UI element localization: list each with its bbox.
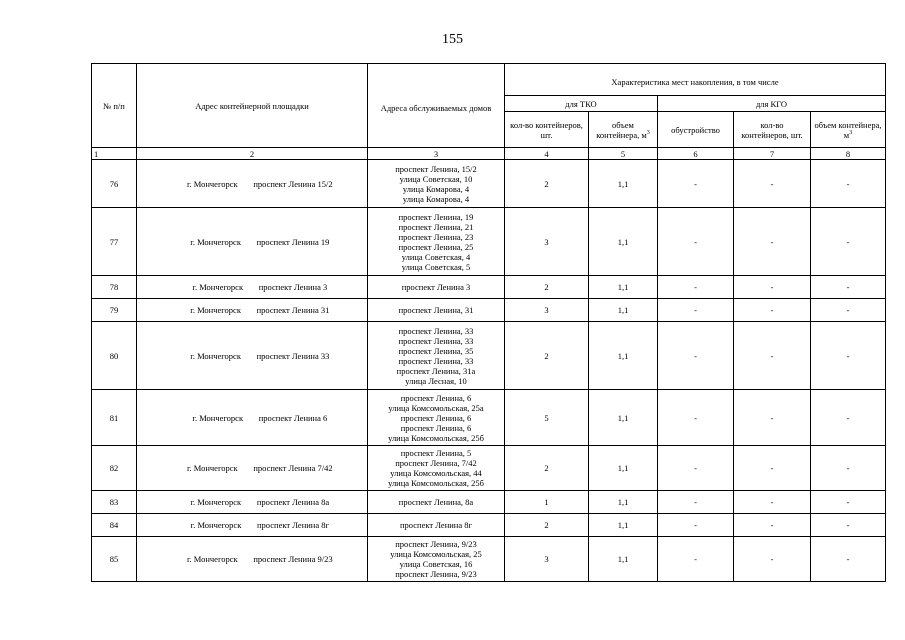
table-row [92,537,886,582]
header-characteristics: Характеристика мест накопления, в том числе [505,64,886,96]
kgo-facility: - [658,537,734,582]
tko-count: 2 [505,514,589,537]
tko-count: 2 [505,446,589,491]
house-address: проспект Ленина, 9/23 [395,569,477,579]
kgo-volume: - [811,446,886,491]
kgo-volume: - [811,390,886,446]
kgo-volume: - [811,514,886,537]
row-number: 80 [92,322,137,390]
header-tko-count: кол-во контейнеров, шт. [505,112,589,148]
kgo-count: - [734,446,811,491]
table-row [92,514,886,537]
house-address: проспект Ленина, 6 [400,412,472,423]
site-street: проспект Ленина 7/42 [253,463,333,473]
header-tko-volume: объем контейнера, $м^3$ [589,112,658,148]
house-address: проспект Ленина, 31 [398,305,474,315]
site-city: г. Мончегорск [192,282,244,292]
tko-count: 2 [505,322,589,390]
served-houses [368,446,505,491]
house-address: улица Комсомольская, 25а [388,402,484,413]
site-city: г. Мончегорск [190,236,241,247]
col-number: 8 [811,148,886,160]
header-address: Адрес контейнерной площадки [137,64,368,148]
house-address: проспект Ленина 3 [401,282,471,292]
house-address: улица Комсомольская, 44 [390,468,482,478]
header-num: № п/п [92,64,137,148]
col-number: 3 [368,148,505,160]
table-row [92,276,886,299]
header-served-houses: Адреса обслуживаемых домов [368,64,505,148]
kgo-volume: - [811,537,886,582]
site-address [137,208,368,276]
col-number: 7 [734,148,811,160]
site-address [137,514,368,537]
site-address [137,446,368,491]
table-row [92,491,886,514]
kgo-facility: - [658,208,734,276]
kgo-facility: - [658,160,734,208]
container-sites-table [91,63,886,582]
house-address: проспект Ленина, 33 [398,335,474,346]
kgo-count: - [734,491,811,514]
column-number-row [92,148,886,160]
kgo-volume: - [811,276,886,299]
site-city: г. Мончегорск [190,520,242,530]
kgo-count: - [734,208,811,276]
site-city: г. Мончегорск [186,463,238,473]
header-kgo-count: кол-во контейнеров, шт. [734,112,811,148]
site-address [137,390,368,446]
house-address: улица Советская, 4 [401,251,471,262]
house-address: улица Комсомольская, 25 [390,549,482,559]
table-row [92,322,886,390]
house-address: проспект Ленина, 23 [398,231,474,242]
house-address: проспект Ленина, 6 [400,422,472,433]
tko-volume: 1,1 [589,276,658,299]
house-address: улица Комарова, 4 [402,193,470,204]
row-number: 84 [92,514,137,537]
tko-count: 3 [505,299,589,322]
kgo-facility: - [658,276,734,299]
kgo-count: - [734,299,811,322]
site-city: г. Мончегорск [190,305,241,315]
house-address: улица Комарова, 4 [402,183,470,194]
tko-volume: 1,1 [589,514,658,537]
col-number: 1 [92,148,137,160]
house-address: проспект Ленина, 6 [400,392,472,403]
served-houses [368,322,505,390]
tko-volume: 1,1 [589,322,658,390]
row-number: 81 [92,390,137,446]
house-address: улица Советская, 10 [399,173,473,184]
col-number: 4 [505,148,589,160]
header-kgo-facility: обустройство [658,112,734,148]
row-number: 82 [92,446,137,491]
house-address: проспект Ленина, 5 [400,448,472,458]
col-number: 5 [589,148,658,160]
kgo-facility: - [658,514,734,537]
served-houses [368,208,505,276]
row-number: 79 [92,299,137,322]
site-street: проспект Ленина 33 [256,350,330,361]
tko-volume: 1,1 [589,299,658,322]
site-city: г. Мончегорск [190,350,241,361]
house-address: улица Советская, 16 [399,559,473,569]
table-row [92,446,886,491]
house-address: проспект Ленина, 35 [398,345,474,356]
tko-volume: 1,1 [589,208,658,276]
row-number: 77 [92,208,137,276]
house-address: проспект Ленина, 8а [398,497,474,507]
house-address: проспект Ленина, 21 [398,221,474,232]
kgo-count: - [734,537,811,582]
site-street: проспект Ленина 15/2 [253,178,333,189]
house-address: проспект Ленина, 33 [398,325,474,336]
kgo-facility: - [658,322,734,390]
served-houses [368,514,505,537]
col-number: 6 [658,148,734,160]
house-address: улица Комсомольская, 25б [388,432,484,443]
house-address: проспект Ленина, 9/23 [395,539,477,549]
site-street: проспект Ленина 6 [258,412,328,423]
header-kgo: для КГО [658,96,886,112]
site-city: г. Мончегорск [186,554,238,564]
site-address [137,299,368,322]
site-street: проспект Ленина 19 [256,236,330,247]
site-address [137,322,368,390]
row-number: 83 [92,491,137,514]
house-address: улица Комсомольская, 25б [388,478,484,488]
tko-volume: 1,1 [589,446,658,491]
kgo-volume: - [811,208,886,276]
site-city: г. Мончегорск [190,497,242,507]
served-houses [368,390,505,446]
table-header [92,64,886,160]
tko-volume: 1,1 [589,160,658,208]
site-city: г. Мончегорск [192,412,244,423]
served-houses [368,276,505,299]
kgo-count: - [734,160,811,208]
page-number: 155 [442,32,463,47]
tko-count: 2 [505,160,589,208]
tko-volume: 1,1 [589,537,658,582]
house-address: проспект Ленина, 7/42 [395,458,477,468]
tko-count: 3 [505,208,589,276]
row-number: 76 [92,160,137,208]
served-houses [368,537,505,582]
row-number: 85 [92,537,137,582]
house-address: проспект Ленина, 19 [398,211,474,222]
house-address: проспект Ленина, 15/2 [395,163,477,174]
kgo-volume: - [811,322,886,390]
header-tko: для ТКО [505,96,658,112]
kgo-count: - [734,276,811,299]
house-address: улица Советская, 5 [401,261,471,272]
site-address [137,491,368,514]
table-row [92,208,886,276]
site-street: проспект Ленина 9/23 [253,554,333,564]
site-street: проспект Ленина 8а [256,497,330,507]
kgo-count: - [734,514,811,537]
kgo-volume: - [811,299,886,322]
house-address: проспект Ленина, 31а [396,365,476,376]
kgo-facility: - [658,446,734,491]
table-row [92,299,886,322]
header-kgo-volume: объем контейнера, $м^3$ [811,112,886,148]
tko-volume: 1,1 [589,390,658,446]
table-row [92,160,886,208]
kgo-facility: - [658,299,734,322]
house-address: проспект Ленина 8г [400,520,472,530]
kgo-facility: - [658,390,734,446]
table-row [92,390,886,446]
served-houses [368,299,505,322]
kgo-count: - [734,322,811,390]
site-street: проспект Ленина 8г [257,520,329,530]
site-address [137,537,368,582]
tko-count: 5 [505,390,589,446]
table-body [92,160,886,582]
served-houses [368,160,505,208]
tko-volume: 1,1 [589,491,658,514]
row-number: 78 [92,276,137,299]
site-street: проспект Ленина 3 [258,282,328,292]
house-address: проспект Ленина, 25 [398,241,474,252]
col-number: 2 [137,148,368,160]
tko-count: 3 [505,537,589,582]
kgo-volume: - [811,491,886,514]
site-address [137,276,368,299]
site-city: г. Мончегорск [186,178,238,189]
site-address [137,160,368,208]
kgo-facility: - [658,491,734,514]
house-address: проспект Ленина, 33 [398,355,474,366]
served-houses [368,491,505,514]
tko-count: 2 [505,276,589,299]
tko-count: 1 [505,491,589,514]
house-address: улица Лесная, 10 [405,375,467,386]
kgo-volume: - [811,160,886,208]
kgo-count: - [734,390,811,446]
site-street: проспект Ленина 31 [256,305,330,315]
